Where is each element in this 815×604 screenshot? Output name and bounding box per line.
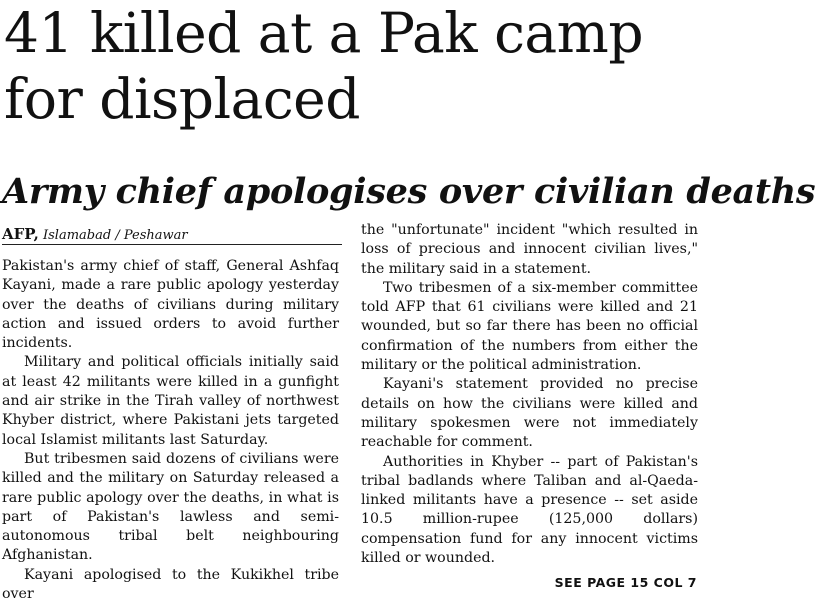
byline-agency: AFP, bbox=[2, 225, 39, 243]
paragraph: the "unfortunate" incident "which resulted in loss of precious and innocent civilian lives," the military said in a statement. bbox=[361, 222, 698, 277]
article-column-2 bbox=[361, 221, 698, 568]
paragraph: Kayani's statement provided no precise details on how the civilians were killed and military spokesmen were not immediately reachable for comment. bbox=[361, 376, 698, 451]
byline bbox=[2, 224, 342, 245]
continuation-jump: SEE PAGE 15 COL 7 bbox=[554, 575, 697, 590]
paragraph: But tribesmen said dozens of civilians were killed and the military on Saturday released a rare public apology over the deaths, in what is part of Pakistan's lawless and semi-autonomous tribal belt neighbouring Afghanistan. bbox=[2, 450, 339, 564]
paragraph: Kayani apologised to the Kukikhel tribe over bbox=[2, 566, 339, 603]
subheadline: Army chief apologises over civilian deaths bbox=[2, 171, 815, 212]
headline: 41 killed at a Pak camp for displaced bbox=[4, 1, 644, 131]
paragraph: Pakistan's army chief of staff, General Ashfaq Kayani, made a rare public apology yesterday over the deaths of civilians during military action and issued orders to avoid further incidents. bbox=[2, 258, 339, 352]
paragraph: Two tribesmen of a six-member committee told AFP that 61 civilians were killed and 21 wounded, but so far there has been no official confirmation of the numbers from either the military or the political administration. bbox=[361, 279, 698, 374]
paragraph: Military and political officials initially said at least 42 militants were killed in a gunfight and air strike in the Tirah valley of northwest Khyber district, where Pakistani jets targeted local Islamist militants last Saturday. bbox=[2, 354, 339, 448]
article-column-1 bbox=[2, 257, 339, 604]
byline-place: Islamabad / Peshawar bbox=[43, 228, 188, 243]
paragraph: Authorities in Khyber -- part of Pakistan's tribal badlands where Taliban and al-Qaeda-linked militants have a presence -- set aside 10.5 million-rupee (125,000 dollars) compensation fund for any innocent victims killed or wounded. bbox=[361, 453, 698, 567]
